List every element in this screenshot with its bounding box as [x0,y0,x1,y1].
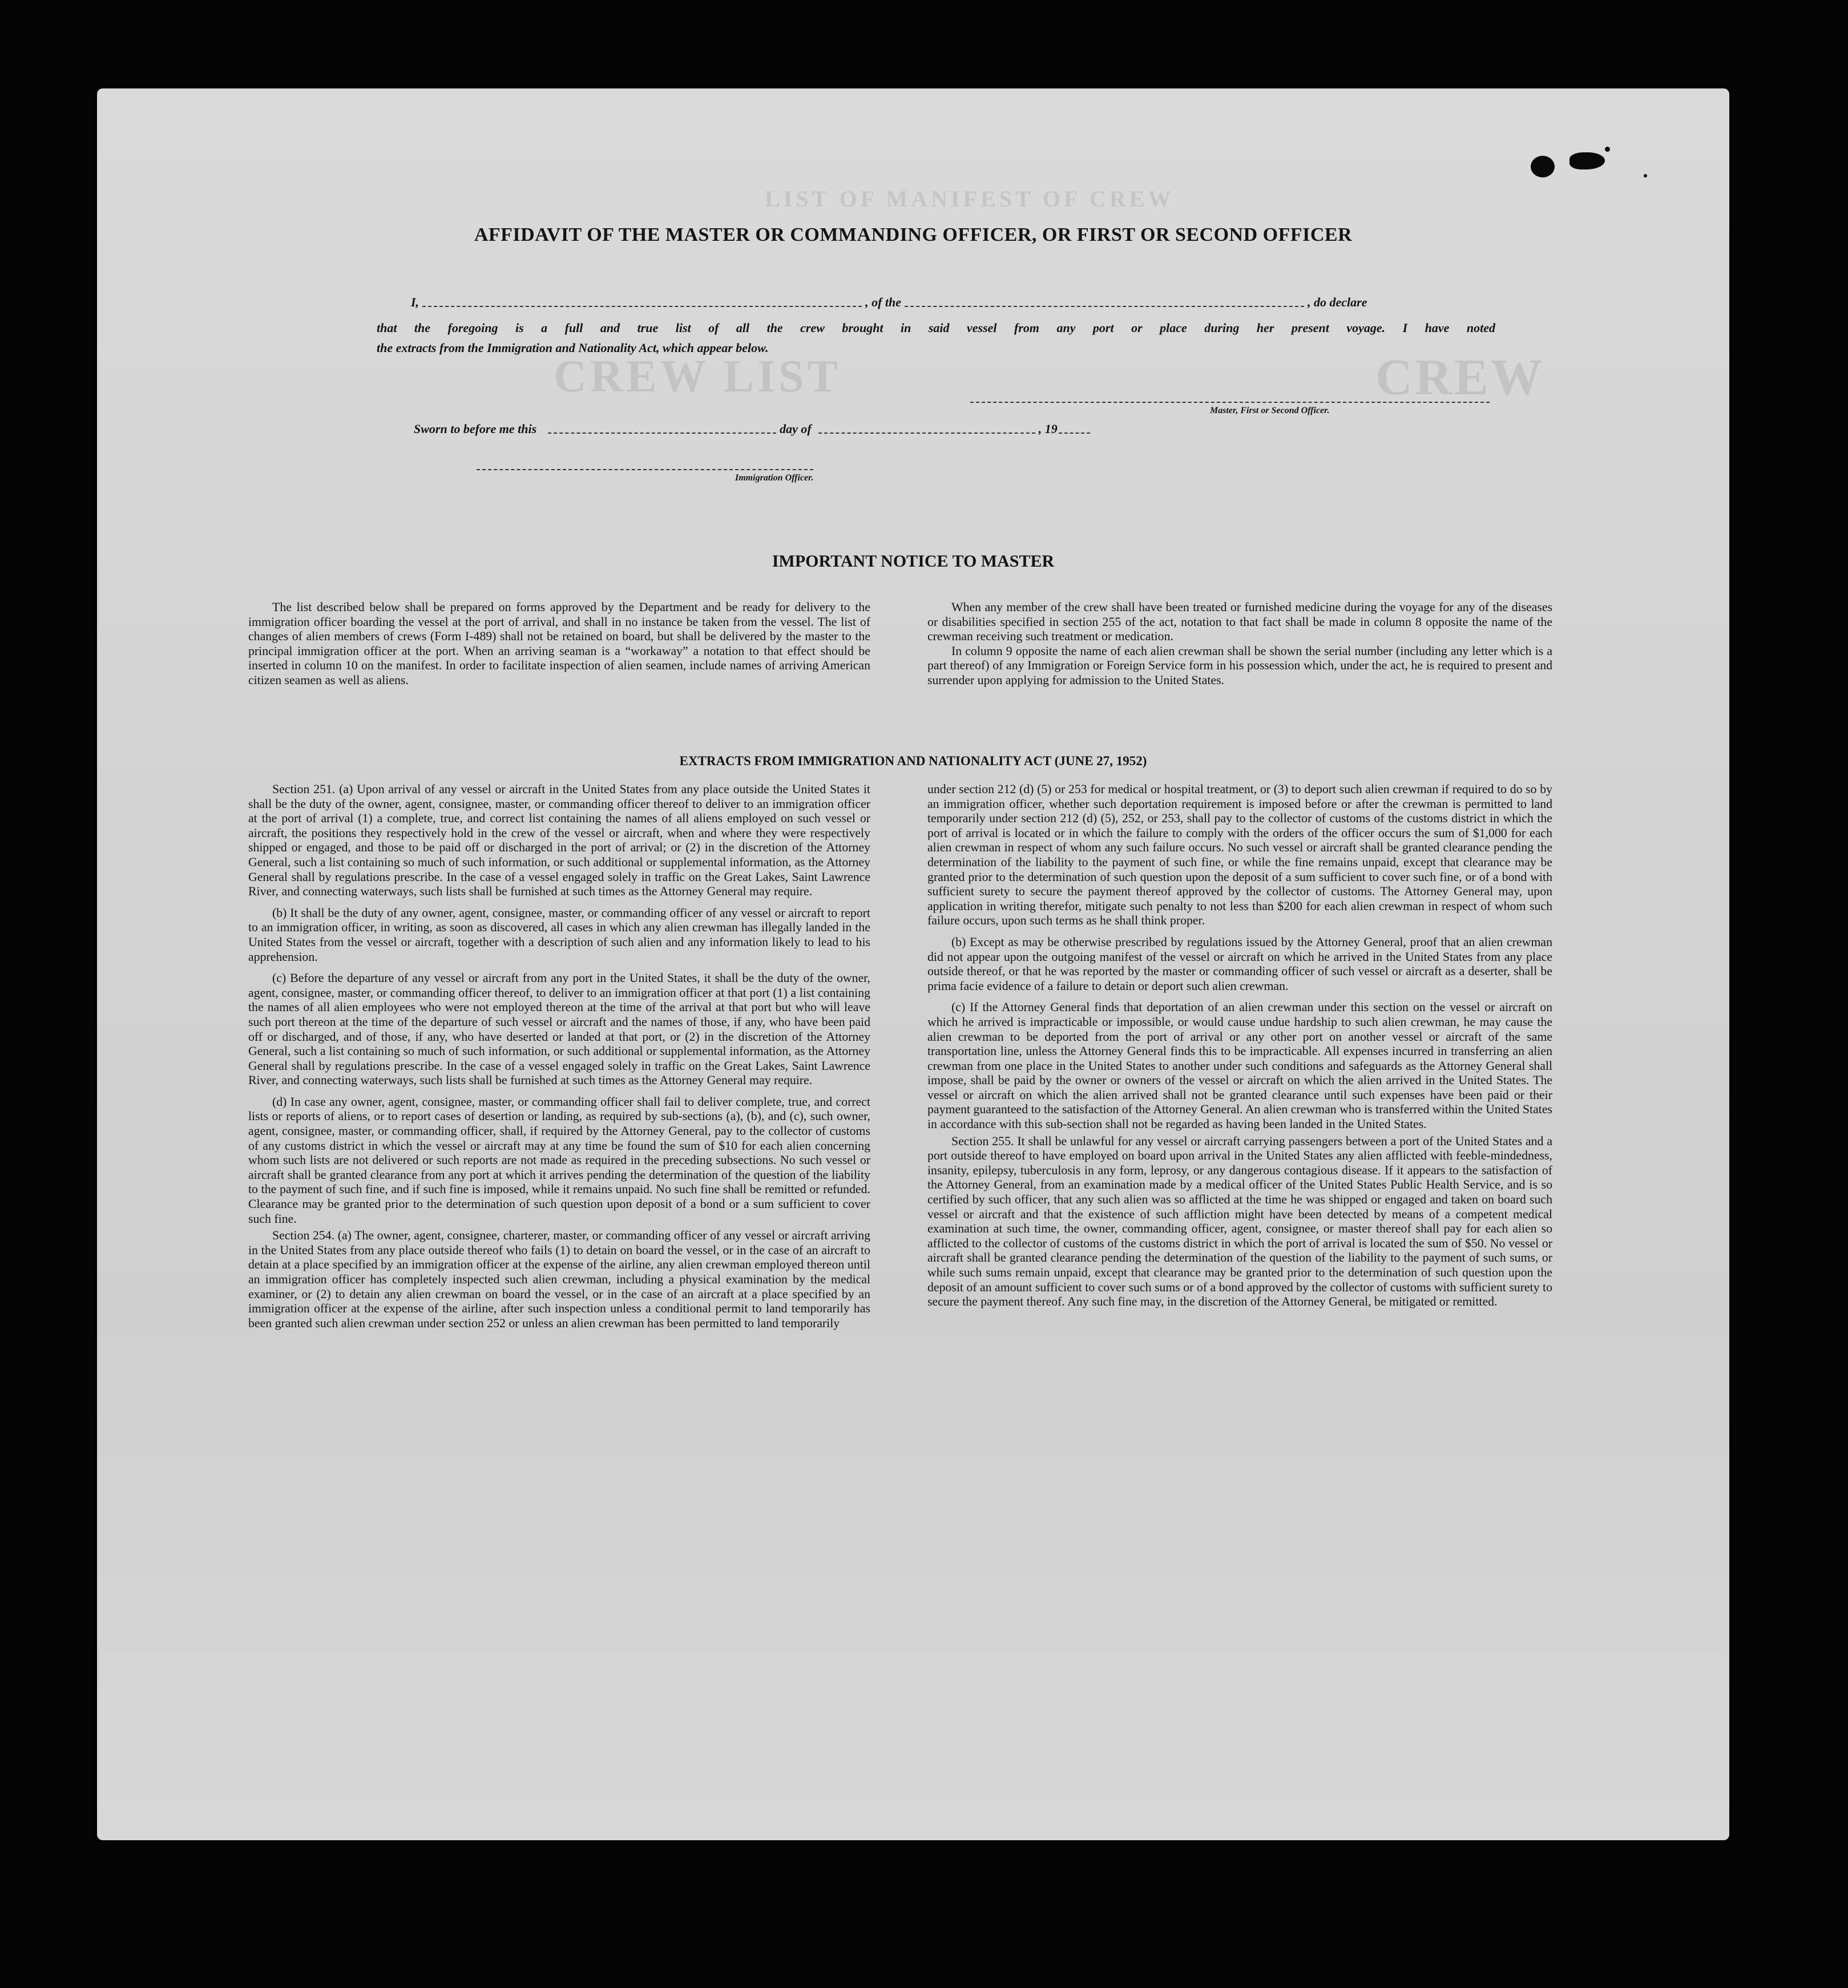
extracts-right-column [927,782,1552,1310]
do-declare-label: , do declare [1308,295,1367,309]
section-251-c: (c) Before the departure of any vessel or aircraft from any port in the United States, it shall be the duty of the owner, agent, consignee, master, or commanding officer thereof, to deliver to an immigration officer at that port (1) a list containing the names of all alien employees who were not employed thereon at the time of the arrival at that port but who will leave such port thereon at the time of the departure of such vessel or aircraft and the names of those, if any, who have been paid off or discharged, and of those, if any, who have deserted or landed at that port, or (2) in the discretion of the Attorney General, such a list containing so much of such information, or such additional or supplemental information, as the Attorney General shall by regulations prescribe. In the case of a vessel engaged solely in traffic on the Great Lakes, Saint Lawrence River, and connecting waterways, such lists shall be furnished at such times as the Attorney General may require. [248,971,870,1088]
section-254-b: (b) Except as may be otherwise prescribed by regulations issued by the Attorney General, proof that an alien crewman did not appear upon the outgoing manifest of the vessel or aircraft on which he arrived in the United States from any place outside thereof, or that he was reported by the master or commanding officer of such vessel or aircraft as a deserter, shall be prima facie evidence of a failure to detain or deport such alien crewman. [927,935,1552,993]
notice-right-paragraph-2: In column 9 opposite the name of each alien crewman shall be shown the serial number (including any letter which is a part thereof) of any Immigration or Foreign Service form in his possession which, under the act, he is required to present and surrender upon applying for admission to the United States. [927,644,1552,687]
sworn-year-blank[interactable] [1059,432,1090,434]
bleed-through-heading: LIST OF MANIFEST OF CREW [765,186,1175,212]
immigration-officer-label: Immigration Officer. [735,473,814,483]
of-the-label: , of the [865,295,902,309]
sworn-line [414,422,1094,437]
sworn-month-blank[interactable] [818,432,1035,434]
sworn-label: Sworn to before me this [414,422,537,436]
section-254-a-continued: under section 212 (d) (5) or 253 for medical or hospital treatment, or (3) to deport such alien crewman if required to do so by an immigration officer, whether such deportation requirement is imposed before or after the crewman is permitted to land temporarily under section 212 (d) (5), 252, or 253, shall pay to the collector of customs of the customs district in which the port of arrival is located or in which the failure to comply with the orders of the officer occurs the sum of $1,000 for each alien crewman in respect of whom any such failure occurs. No such vessel or aircraft shall be granted clearance pending the determination of the liability to the payment of such fine, or while the fine remains unpaid, except that clearance may be granted prior to the determination of such question upon the deposit of a sum sufficient to cover such fine, or of a bond with sufficient surety to secure the payment thereof approved by the collector of customs. The Attorney General may, upon application in writing therefor, mitigate such penalty to not less than $200 for each alien crewman in respect of whom such failure occurs, upon such terms as he shall think proper. [927,782,1552,928]
bleed-through-heading-3: CREW LIST [554,351,841,402]
section-251-d: (d) In case any owner, agent, consignee, master, or commanding officer shall fail to deliver complete, true, and correct lists or reports of aliens, or to report cases of desertion or landing, as required by sub-sections (a), (b), and (c), such owner, agent, consignee, master, or commanding officer, shall, if required by the Attorney General, pay to the collector of customs of any customs district in which the vessel or aircraft may at any time be found the sum of $10 for each alien concerning whom such lists are not delivered or such reports are not made as required in the preceding subsections. No such vessel or aircraft shall be granted clearance from any port at which it arrives pending the determination of the question of the liability to the payment of such fine, and if such fine is imposed, while it remains unpaid. No such fine shall be remitted or refunded. Clearance may be granted prior to the determination of such question upon deposit of a bond or a sum sufficient to cover such fine. [248,1094,870,1226]
section-251-a: Section 251. (a) Upon arrival of any vessel or aircraft in the United States from any place outside the United States it shall be the duty of the owner, agent, consignee, master, or commanding officer thereof to deliver to an immigration officer at the port of arrival (1) a complete, true, and correct list containing the names of all aliens employed on such vessel or aircraft, the positions they respectively hold in the crew of the vessel or aircraft, when and where they were respectively shipped or engaged, and those to be paid off or discharged in the port of arrival; or (2) in the discretion of the Attorney General, such a list containing so much of such information, or such additional or supplemental information, as the Attorney General shall by regulations prescribe. In the case of a vessel engaged solely in traffic on the Great Lakes, Saint Lawrence River, and connecting waterways, such lists shall be furnished at such times as the Attorney General may require. [248,782,870,899]
year-label: , 19 [1038,422,1058,436]
document-page [97,88,1729,1840]
notice-title: IMPORTANT NOTICE TO MASTER [772,552,1055,571]
notice-right-column [927,600,1552,688]
extracts-title: EXTRACTS FROM IMMIGRATION AND NATIONALITY ACT (JUNE 27, 1952) [679,754,1147,768]
immigration-officer-signature-line[interactable] [477,468,813,470]
extracts-left-column [248,782,870,1331]
vessel-blank[interactable] [905,305,1304,307]
ink-blot [1569,152,1605,169]
master-signature-label: Master, First or Second Officer. [1210,406,1330,415]
notice-left-column [248,600,870,688]
notice-left-paragraph: The list described below shall be prepared on forms approved by the Department and be ready for delivery to the immigration officer boarding the vessel at the port of arrival, and shall in no instance be taken from the vessel. The list of changes of alien members of crews (Form I-489) shall not be retained on board, but shall be delivered by the master to the principal immigration officer at the port. When an arriving seaman is a “workaway” a notation to that effect should be inserted in column 10 on the manifest. In order to facilitate inspection of alien seamen, include names of arriving American citizen seamen as well as aliens. [248,600,870,687]
sworn-day-blank[interactable] [548,432,776,434]
ink-blot [1644,174,1647,177]
declaration-statement-line-2: the extracts from the Immigration and Nationality Act, which appear below. [377,341,769,355]
declaration-line [411,295,1524,310]
master-signature-line[interactable] [970,401,1490,403]
name-blank[interactable] [422,305,862,307]
notice-right-paragraph-1: When any member of the crew shall have been treated or furnished medicine during the voyage for any of the diseases or disabilities specified in section 255 of the act, notation to that fact shall be made in column 8 opposite the name of the crewman receiving such treatment or medication. [927,600,1552,644]
section-254-a: Section 254. (a) The owner, agent, consignee, charterer, master, or commanding officer of any vessel or aircraft arriving in the United States from any place outside thereof who fails (1) to detain on board the vessel, or in the case of an aircraft to detain at a place specified by an immigration officer at the expense of the airline, any alien crewman employed thereon until an immigration officer has completely inspected such alien crewman, including a physical examination by the medical examiner, or (2) to detain any alien crewman on board the vessel, or in the case of an aircraft at a place specified by an immigration officer at the expense of the airline, after such inspection unless a conditional permit to land temporarily has been granted such alien crewman under section 252 or unless an alien crewman has been permitted to land temporarily [248,1229,870,1330]
declaration-statement-line-1: that the foregoing is a full and true list of all the crew brought in said vessel from any port or place during her present voyage. I have noted [377,321,1495,335]
bleed-through-heading-2: CREW [1375,349,1545,406]
ink-blot [1605,147,1610,152]
section-255: Section 255. It shall be unlawful for any vessel or aircraft carrying passengers between a port of the United States and a port outside thereof to have employed on board upon arrival in the United States any alien afflicted with feeble-mindedness, insanity, epilepsy, tuberculosis in any form, leprosy, or any dangerous contagious disease. If it appears to the satisfaction of the Attorney General, from an examination made by a medical officer of the United States Public Health Service, and is so certified by such officer, that any such alien was so afflicted at the time he was shipped or engaged and taken on board such vessel or aircraft and that the existence of such affliction might have been detected by means of a competent medical examination at such time, the owner, commanding officer, agent, consignee, or master thereof shall pay for each alien so afflicted to the collector of customs of the customs district in which the port of arrival is located the sum of $50. No vessel or aircraft shall be granted clearance pending the determination of the question of the liability to the payment of such sums, or while such sums remain unpaid, except that clearance may be granted prior to the determination of such question upon the deposit of an amount sufficient to cover such sums or of a bond approved by the collector of customs with sufficient surety to secure the payment thereof. Any such fine may, in the discretion of the Attorney General, be mitigated or remitted. [927,1134,1552,1309]
affidavit-title: AFFIDAVIT OF THE MASTER OR COMMANDING OFFICER, OR FIRST OR SECOND OFFICER [474,224,1353,245]
section-254-c: (c) If the Attorney General finds that deportation of an alien crewman under this section on the vessel or aircraft on which he arrived is impracticable or impossible, or would cause undue hardship to such alien crewman, he may cause the alien crewman to be deported from the port of arrival or any other port on another vessel or aircraft of the same transportation line, unless the Attorney General finds this to be impracticable. All expenses incurred in transferring an alien crewman from one place in the United States to another under such conditions and safeguards as the Attorney General shall impose, shall be paid by the owner or owners of the vessel or aircraft on which the alien arrived in the United States. The vessel or aircraft on which the alien arrived shall not be granted clearance until such expenses have been paid or their payment guaranteed to the satisfaction of the Attorney General. An alien crewman who is transferred within the United States in accordance with this sub-section shall not be regarded as having been landed in the United States. [927,1000,1552,1132]
section-251-b: (b) It shall be the duty of any owner, agent, consignee, master, or commanding officer of any vessel or aircraft to report to an immigration officer, in writing, as soon as discovered, all cases in which any alien crewman has illegally landed in the United States from the vessel or aircraft, together with a description of such alien and any information likely to lead to his apprehension. [248,906,870,964]
i-label: I, [411,295,419,309]
day-of-label: day of [780,422,812,436]
ink-blot [1531,156,1555,177]
